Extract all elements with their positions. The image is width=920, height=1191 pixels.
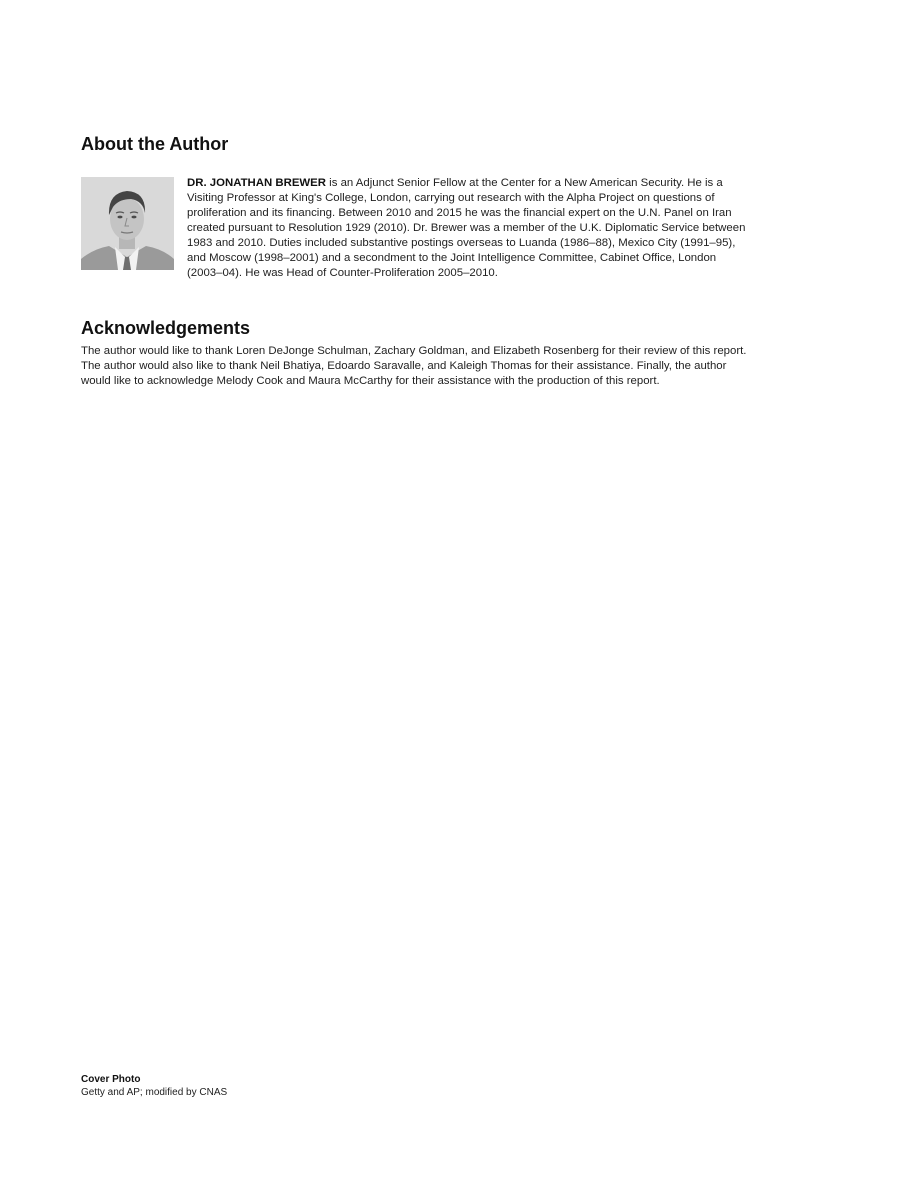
author-photo: [81, 177, 174, 270]
author-bio-text: [81, 176, 753, 281]
author-name: DR. JONATHAN BREWER: [187, 177, 327, 189]
acknowledgements-heading: Acknowledgements: [81, 318, 251, 338]
cover-photo-label: Cover Photo: [81, 1074, 141, 1085]
about-author-heading: About the Author: [81, 134, 229, 154]
author-bio-block: [81, 176, 753, 281]
cover-photo-credit: Getty and AP; modified by CNAS: [81, 1087, 228, 1098]
cover-photo-credit-block: [81, 1073, 227, 1099]
acknowledgements-text: The author would like to thank Loren DeJonge Schulman, Zachary Goldman, and Elizabeth Rosenberg for their review of this report. The author would also like to thank Neil Bhatiya, Edoardo Saravalle, and Kaleigh Thomas for their assistance. Finally, the author would like to acknowledge Melody Cook and Maura McCarthy for their assistance with the production of this report.: [81, 345, 747, 387]
author-bio: is an Adjunct Senior Fellow at the Center for a New American Security. He is a Visiting Professor at King's College, London, carrying out research with the Alpha Project on questions of proliferation and its financing. Between 2010 and 2015 he was the financial expert on the U.N. Panel on Iran created pursuant to Resolution 1929 (2010). Dr. Brewer was a member of the U.K. Diplomatic Service between 1983 and 2010. Duties included substantive postings overseas to Luanda (1986–88), Mexico City (1991–95), and Moscow (1998–2001) and a secondment to the Joint Intelligence Committee, Cabinet Office, London (2003–04). He was Head of Counter-Proliferation 2005–2010.: [187, 177, 746, 279]
